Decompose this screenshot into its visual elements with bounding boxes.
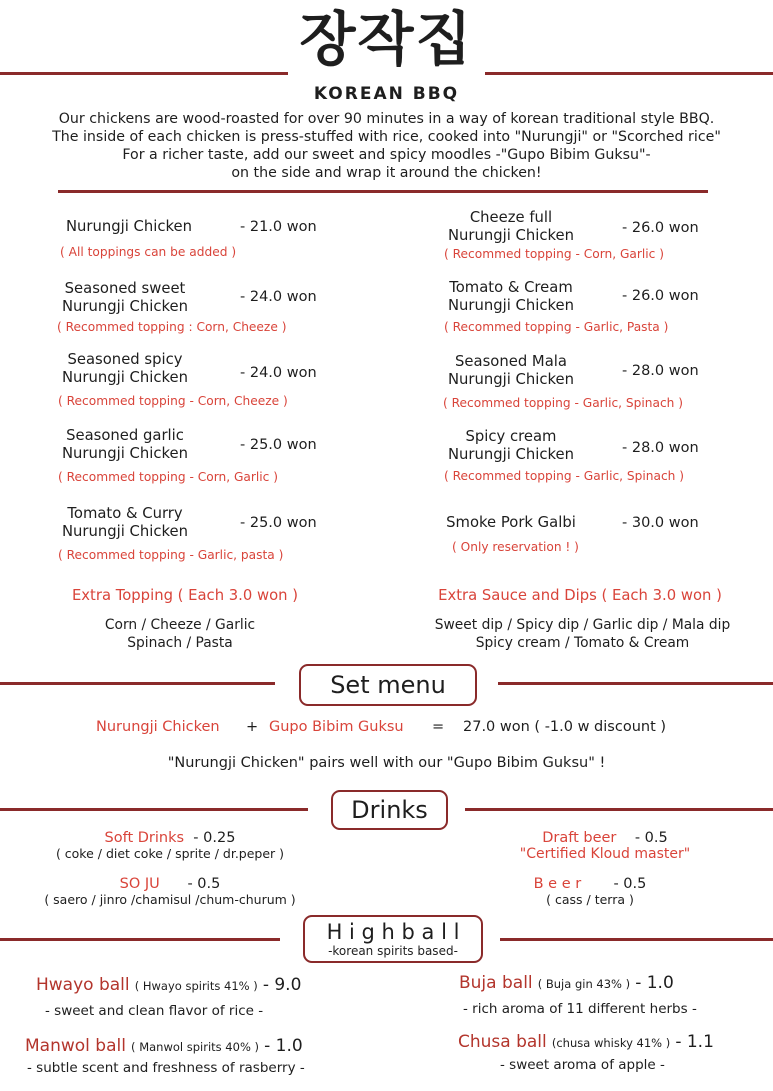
menu-item-price: - 24.0 won <box>240 365 317 381</box>
highball-rule-left <box>0 938 280 941</box>
highball-subtitle: -korean spirits based- <box>328 944 458 958</box>
intro-line: Our chickens are wood-roasted for over 90 minutes in a way of korean traditional style BBQ. <box>58 111 715 127</box>
menu-item-name: Cheeze full Nurungji Chicken <box>447 209 575 244</box>
intro-text <box>0 110 773 182</box>
draft-beer-note: "Certified Kloud master" <box>519 846 691 862</box>
menu-item-name: Seasoned spicy Nurungji Chicken <box>61 351 189 386</box>
drinks-rule-right <box>465 808 773 811</box>
beer-list: ( cass / terra ) <box>546 892 634 907</box>
menu-item-note: ( Recommed topping - Garlic, Spinach ) <box>443 396 684 410</box>
highball-item-price: - 1.0 <box>635 973 674 993</box>
menu-item-note: ( Recommed topping - Corn, Garlic ) <box>58 470 279 484</box>
intro-line: For a richer taste, add our sweet and spicy moodles -"Gupo Bibim Guksu"- <box>122 147 651 163</box>
soju-list: ( saero / jinro /chamisul /chum-churum ) <box>44 892 296 907</box>
brand-korean-title: 장작집 <box>299 5 474 73</box>
set-menu-equals: = <box>432 719 445 735</box>
set-menu-rule-left <box>0 682 275 685</box>
set-menu-item-guksu: Gupo Bibim Guksu <box>269 719 404 735</box>
set-menu-tagline: "Nurungji Chicken" pairs well with our "Gupo Bibim Guksu" ! <box>167 755 606 771</box>
intro-divider <box>58 190 708 193</box>
set-menu-rule-right <box>498 682 773 685</box>
highball-title-box <box>303 915 483 963</box>
menu-item-name: Tomato & Curry Nurungji Chicken <box>61 505 189 540</box>
soju-name: SO JU <box>119 876 160 892</box>
extra-topping-line: Spinach / Pasta <box>127 635 233 651</box>
intro-line: The inside of each chicken is press-stuffed with rice, cooked into "Nurungji" or "Scorched rice" <box>52 129 721 145</box>
menu-item-note: ( Recommed topping - Garlic, Pasta ) <box>444 320 669 334</box>
menu-item-note: ( Recommed topping - Corn, Garlic ) <box>444 247 665 261</box>
soft-drinks-name: Soft Drinks <box>104 830 185 846</box>
soft-drinks-list: ( coke / diet coke / sprite / dr.peper ) <box>55 846 285 861</box>
highball-item <box>25 1036 303 1056</box>
menu-item-note: ( All toppings can be added ) <box>60 245 237 259</box>
highball-item-desc: - subtle scent and freshness of rasberry - <box>27 1060 305 1076</box>
header-rule-right <box>485 72 773 75</box>
menu-item-price: - 26.0 won <box>622 220 699 236</box>
highball-item-desc: - rich aroma of 11 different herbs - <box>463 1001 697 1017</box>
soft-drinks <box>20 830 320 862</box>
highball-item-spec: ( Buja gin 43% ) <box>537 977 631 991</box>
highball-item-name: Manwol ball <box>25 1036 126 1056</box>
menu-item-name: Spicy cream Nurungji Chicken <box>447 428 575 463</box>
draft-beer-price: - 0.5 <box>634 830 668 846</box>
highball-item-name: Hwayo ball <box>36 975 130 995</box>
highball-item-desc: - sweet aroma of apple - <box>500 1057 665 1073</box>
menu-item-note: ( Recommed topping - Garlic, Spinach ) <box>444 469 685 483</box>
extra-sauce-line: Sweet dip / Spicy dip / Garlic dip / Mala dip <box>434 617 731 633</box>
extra-sauce-title: Extra Sauce and Dips ( Each 3.0 won ) <box>438 587 722 604</box>
beer <box>490 876 690 908</box>
draft-beer-name: Draft beer <box>542 830 617 846</box>
highball-item <box>36 975 301 995</box>
soju <box>5 876 335 908</box>
menu-item-price: - 26.0 won <box>622 288 699 304</box>
brand-english-subtitle: KOREAN BBQ <box>313 84 460 104</box>
menu-item-price: - 28.0 won <box>622 440 699 456</box>
highball-item-name: Buja ball <box>459 973 533 993</box>
highball-item-price: - 1.0 <box>264 1036 303 1056</box>
menu-item-price: - 25.0 won <box>240 437 317 453</box>
highball-item-name: Chusa ball <box>458 1032 547 1052</box>
menu-item-name: Tomato & Cream Nurungji Chicken <box>447 279 575 314</box>
highball-item-spec: (chusa whisky 41% ) <box>551 1036 671 1050</box>
highball-item <box>458 1032 714 1052</box>
header-rule-left <box>0 72 288 75</box>
menu-item-price: - 21.0 won <box>240 219 317 235</box>
beer-name: B e e r <box>533 876 582 892</box>
highball-item <box>459 973 674 993</box>
extra-topping-line: Corn / Cheeze / Garlic <box>104 617 256 633</box>
menu-item-name: Seasoned sweet Nurungji Chicken <box>61 280 189 315</box>
set-menu-item-chicken: Nurungji Chicken <box>96 719 220 735</box>
menu-item-price: - 25.0 won <box>240 515 317 531</box>
highball-title: H i g h b a l l <box>326 920 460 944</box>
set-menu-plus: + <box>246 719 259 735</box>
menu-item-name: Seasoned garlic Nurungji Chicken <box>61 427 189 462</box>
extra-sauce-list <box>400 616 765 652</box>
menu-item-price: - 28.0 won <box>622 363 699 379</box>
extra-sauce-line: Spicy cream / Tomato & Cream <box>475 635 690 651</box>
extra-topping-title: Extra Topping ( Each 3.0 won ) <box>71 587 299 604</box>
menu-item-note: ( Recommed topping - Corn, Cheeze ) <box>58 394 288 408</box>
drinks-rule-left <box>0 808 308 811</box>
highball-rule-right <box>500 938 773 941</box>
set-menu-price: 27.0 won ( -1.0 w discount ) <box>463 719 667 735</box>
soju-price: - 0.5 <box>187 876 221 892</box>
highball-item-spec: ( Manwol spirits 40% ) <box>131 1040 260 1054</box>
menu-item-note: ( Recommed topping : Corn, Cheeze ) <box>57 320 287 334</box>
intro-line: on the side and wrap it around the chicken! <box>231 165 542 181</box>
menu-item-note: ( Only reservation ! ) <box>452 540 579 554</box>
highball-item-desc: - sweet and clean flavor of rice - <box>45 1003 264 1019</box>
set-menu-title: Set menu <box>299 664 477 706</box>
highball-item-price: - 1.1 <box>675 1032 714 1052</box>
menu-item-name: Seasoned Mala Nurungji Chicken <box>447 353 575 388</box>
menu-item-price: - 30.0 won <box>622 515 699 531</box>
soft-drinks-price: - 0.25 <box>193 830 236 846</box>
menu-item-price: - 24.0 won <box>240 289 317 305</box>
beer-price: - 0.5 <box>613 876 647 892</box>
highball-item-price: - 9.0 <box>262 975 302 995</box>
draft-beer <box>470 830 740 862</box>
extra-topping-list <box>0 616 360 652</box>
highball-item-spec: ( Hwayo spirits 41% ) <box>134 979 258 993</box>
drinks-title: Drinks <box>331 790 448 830</box>
menu-item-name: Nurungji Chicken <box>65 218 193 235</box>
menu-item-name: Smoke Pork Galbi <box>446 514 576 531</box>
menu-item-note: ( Recommed topping - Garlic, pasta ) <box>58 548 284 562</box>
